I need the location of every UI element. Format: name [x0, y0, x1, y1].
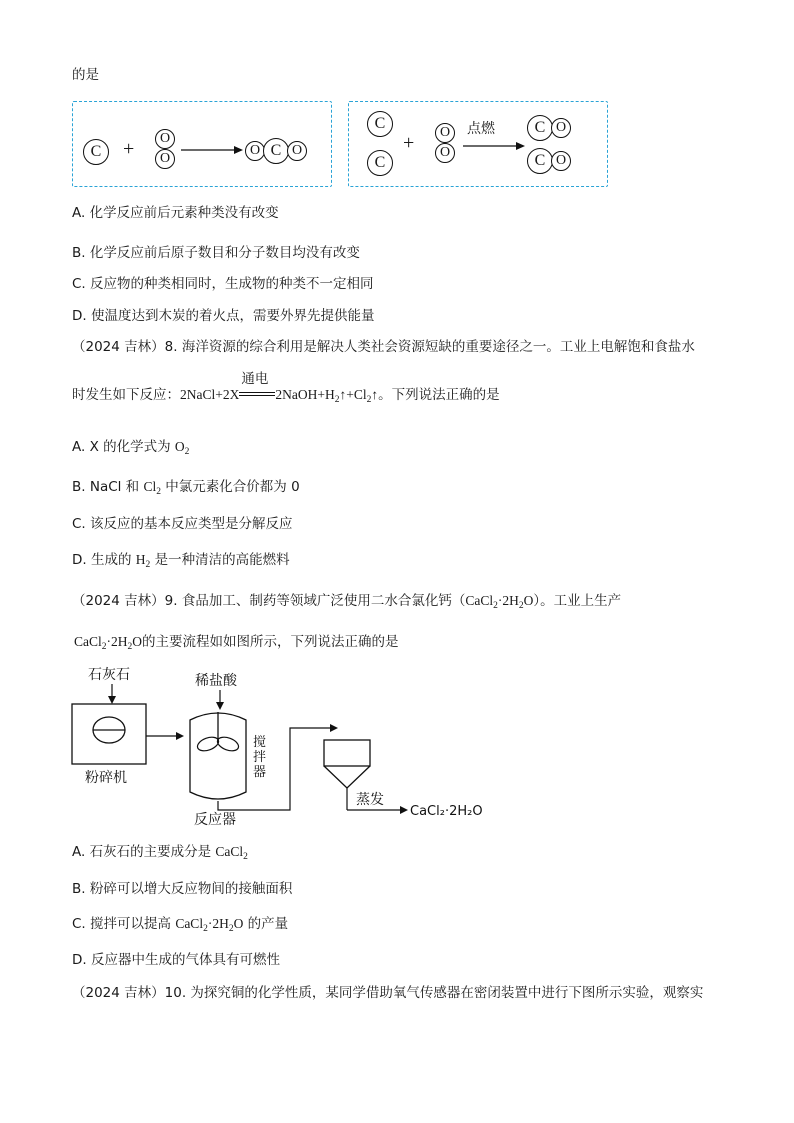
formula: ·2H — [497, 593, 519, 608]
oxygen-atom: O — [435, 123, 455, 143]
plus-sign: + — [123, 138, 135, 160]
q10-stem-line1: （2024 吉林）10. 为探究铜的化学性质，某同学借助氧气传感器在密闭装置中进行下图所示实验，观察实 — [72, 985, 704, 1001]
carbon-atom: C — [527, 148, 553, 174]
option-text: B. NaCl 和 — [72, 479, 144, 495]
oxygen-atom: O — [551, 151, 571, 171]
product-label: CaCl₂·2H₂O — [410, 804, 483, 819]
formula: O — [174, 439, 185, 454]
q8-option-a — [72, 438, 189, 461]
q9-stem-line1 — [72, 592, 621, 615]
q8-stem-prefix: 时发生如下反应： — [72, 387, 180, 403]
reaction-diagram-left — [72, 101, 332, 187]
option-text: 是一种清洁的高能燃料 — [150, 552, 290, 568]
formula: ·2H — [207, 916, 229, 931]
stem-text: ）。工业上生产 — [533, 593, 622, 609]
oxygen-atom: O — [245, 141, 265, 161]
q8-option-d — [72, 551, 290, 574]
limestone-label: 石灰石 — [88, 667, 130, 683]
arrow-icon — [181, 144, 243, 156]
option-text: 的产量 — [243, 916, 289, 932]
formula: Cl — [143, 479, 157, 494]
cacl2-formula — [175, 916, 244, 934]
q8-option-c: C. 该反应的基本反应类型是分解反应 — [72, 516, 293, 532]
formula: H — [135, 552, 146, 567]
option-text: A. X 的化学式为 — [72, 439, 175, 455]
cl-text: +Cl — [346, 387, 367, 402]
q7-option-a: A. 化学反应前后元素种类没有改变 — [72, 205, 279, 221]
subscript: 2 — [127, 642, 133, 652]
evaporator-box — [324, 740, 370, 766]
q9-stem-line2 — [74, 633, 399, 656]
formula: CaCl — [465, 593, 494, 608]
q7-option-d: D. 使温度达到木炭的着火点，需要外界先提供能量 — [72, 308, 375, 324]
intro-text: 的是 — [72, 67, 99, 83]
formula: CaCl — [175, 916, 204, 931]
naoh-h-text: 2NaOH+H — [275, 387, 335, 402]
equation-condition — [239, 371, 275, 404]
carbon-atom: C — [367, 111, 393, 137]
q8-stem-suffix: 。下列说法正确的是 — [378, 387, 500, 403]
acid-label: 稀盐酸 — [195, 673, 237, 689]
q9-option-d: D. 反应器中生成的气体具有可燃性 — [72, 952, 280, 968]
q7-option-c: C. 反应物的种类相同时，生成物的种类不一定相同 — [72, 276, 374, 292]
cacl2-formula — [74, 634, 143, 652]
electrolysis-label: 通电 — [241, 371, 269, 387]
process-flow-diagram — [60, 660, 500, 830]
subscript: 2 — [493, 601, 498, 611]
formula: CaCl — [215, 844, 244, 859]
subscript: 2 — [203, 924, 208, 934]
ignite-condition: 点燃 — [467, 121, 495, 137]
q9-option-c — [72, 915, 288, 938]
carbon-atom: C — [263, 138, 289, 164]
plus-sign: + — [403, 132, 415, 154]
gas-arrow: ↑ — [339, 387, 347, 402]
option-text: C. 搅拌可以提高 — [72, 916, 176, 932]
cacl2-formula — [465, 593, 534, 611]
oxygen-atom: O — [287, 141, 307, 161]
carbon-atom: C — [83, 139, 109, 165]
formula: CaCl — [74, 634, 102, 649]
option-text: A. 石灰石的主要成分是 — [72, 844, 216, 860]
gas-arrow: ↑ — [371, 387, 379, 402]
oxygen-atom: O — [155, 129, 175, 149]
q8-option-b — [72, 478, 300, 501]
oxygen-atom: O — [551, 118, 571, 138]
subscript: 2 — [334, 395, 340, 405]
formula: O — [523, 593, 534, 608]
formula: ·2H — [106, 634, 128, 649]
formula: O — [233, 916, 244, 931]
reactor-label: 反应器 — [194, 812, 236, 828]
subscript: 2 — [101, 642, 107, 652]
stem-text: （2024 吉林）9. 食品加工、制药等领域广泛使用二水合氯化钙（ — [72, 593, 466, 609]
oxygen-atom: O — [435, 143, 455, 163]
option-text: D. 生成的 — [72, 552, 136, 568]
q9-option-a — [72, 843, 248, 866]
reaction-diagram-right — [348, 101, 608, 187]
carbon-atom: C — [527, 115, 553, 141]
equation-reactants: 2NaCl+2X — [180, 387, 240, 402]
q8-stem-line2 — [72, 371, 500, 409]
q9-option-b: B. 粉碎可以增大反应物间的接触面积 — [72, 881, 293, 897]
evaporate-label: 蒸发 — [356, 792, 384, 808]
carbon-atom: C — [367, 150, 393, 176]
q8-stem-line1: （2024 吉林）8. 海洋资源的综合利用是解决人类社会资源短缺的重要途径之一。工业上电解饱和食盐水 — [72, 339, 695, 355]
stem-text: 的主要流程如如图所示，下列说法正确的是 — [142, 634, 399, 650]
formula: O — [132, 634, 143, 649]
subscript: 2 — [184, 447, 190, 457]
equation-products — [275, 387, 379, 405]
subscript: 2 — [145, 560, 151, 570]
subscript: 2 — [518, 601, 524, 611]
arrow-icon — [463, 140, 525, 152]
stirrer-label-2: 拌 — [253, 750, 267, 765]
q7-option-b: B. 化学反应前后原子数目和分子数目均没有改变 — [72, 245, 360, 261]
stirrer-label-3: 器 — [253, 765, 267, 780]
option-text: 中氯元素化合价都为 0 — [161, 479, 300, 495]
crusher-label: 粉碎机 — [85, 770, 127, 786]
crusher-box — [72, 704, 146, 764]
subscript: 2 — [156, 487, 161, 497]
subscript: 2 — [228, 924, 234, 934]
stirrer-label-1: 搅 — [253, 735, 267, 750]
subscript: 2 — [243, 852, 248, 862]
subscript: 2 — [366, 395, 372, 405]
oxygen-atom: O — [155, 149, 175, 169]
